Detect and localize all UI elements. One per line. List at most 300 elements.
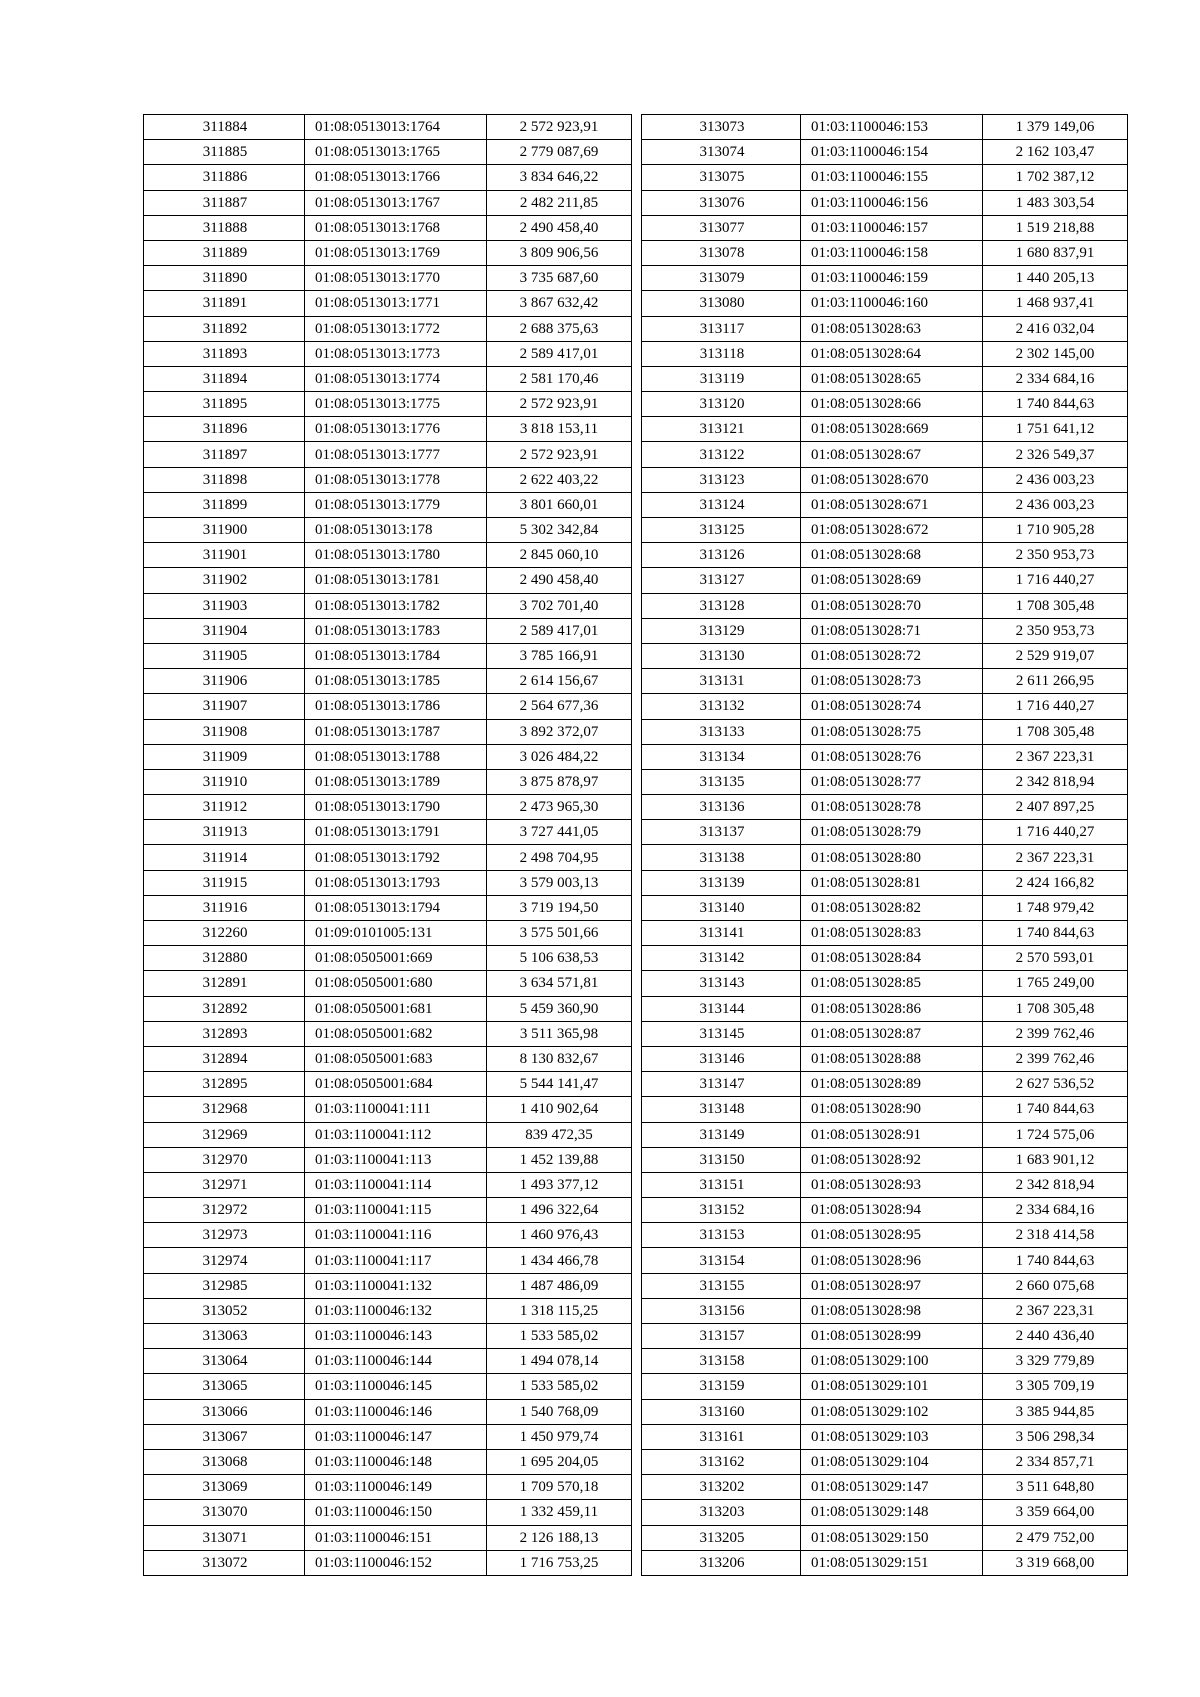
row-number-cell: 313138 — [642, 845, 801, 870]
row-number-cell: 313122 — [642, 442, 801, 467]
table-row — [144, 568, 632, 593]
cadastral-number-cell: 01:03:1100046:146 — [305, 1399, 487, 1424]
row-number-cell: 313145 — [642, 1021, 801, 1046]
row-number-cell: 313079 — [642, 266, 801, 291]
row-number-cell: 313160 — [642, 1399, 801, 1424]
row-number-cell: 313124 — [642, 492, 801, 517]
value-cell: 2 334 857,71 — [983, 1449, 1128, 1474]
row-number-cell: 311897 — [144, 442, 305, 467]
cadastral-number-cell: 01:08:0513028:68 — [801, 543, 983, 568]
table-row — [144, 1475, 632, 1500]
value-cell: 1 540 768,09 — [487, 1399, 632, 1424]
table-row — [144, 618, 632, 643]
value-cell: 3 329 779,89 — [983, 1349, 1128, 1374]
value-cell: 2 126 188,13 — [487, 1525, 632, 1550]
value-cell: 2 350 953,73 — [983, 543, 1128, 568]
row-number-cell: 313065 — [144, 1374, 305, 1399]
table-row — [642, 467, 1128, 492]
table-row — [642, 769, 1128, 794]
value-cell: 3 867 632,42 — [487, 291, 632, 316]
value-cell: 2 589 417,01 — [487, 341, 632, 366]
table-row — [642, 946, 1128, 971]
row-number-cell: 313141 — [642, 921, 801, 946]
row-number-cell: 312972 — [144, 1198, 305, 1223]
cadastral-number-cell: 01:08:0513029:103 — [801, 1424, 983, 1449]
value-cell: 2 572 923,91 — [487, 115, 632, 140]
table-row — [144, 518, 632, 543]
cadastral-number-cell: 01:08:0513013:1766 — [305, 165, 487, 190]
table-row — [642, 266, 1128, 291]
cadastral-number-cell: 01:08:0513028:98 — [801, 1298, 983, 1323]
row-number-cell: 313129 — [642, 618, 801, 643]
table-row — [642, 795, 1128, 820]
cadastral-number-cell: 01:08:0505001:680 — [305, 971, 487, 996]
cadastral-number-cell: 01:08:0513028:97 — [801, 1273, 983, 1298]
table-row — [642, 669, 1128, 694]
table-row — [642, 694, 1128, 719]
row-number-cell: 311891 — [144, 291, 305, 316]
cadastral-number-cell: 01:03:1100046:144 — [305, 1349, 487, 1374]
row-number-cell: 313154 — [642, 1248, 801, 1273]
cadastral-number-cell: 01:08:0513028:79 — [801, 820, 983, 845]
table-row — [144, 694, 632, 719]
row-number-cell: 313157 — [642, 1324, 801, 1349]
row-number-cell: 313136 — [642, 795, 801, 820]
cadastral-number-cell: 01:08:0513028:85 — [801, 971, 983, 996]
row-number-cell: 313143 — [642, 971, 801, 996]
value-cell: 3 785 166,91 — [487, 643, 632, 668]
cadastral-number-cell: 01:03:1100046:157 — [801, 215, 983, 240]
row-number-cell: 313149 — [642, 1122, 801, 1147]
table-row — [642, 492, 1128, 517]
left-table-body — [144, 115, 632, 1576]
row-number-cell: 311895 — [144, 392, 305, 417]
cadastral-number-cell: 01:08:0513028:99 — [801, 1324, 983, 1349]
value-cell: 5 106 638,53 — [487, 946, 632, 971]
table-row — [144, 140, 632, 165]
value-cell: 1 452 139,88 — [487, 1147, 632, 1172]
table-row — [642, 1198, 1128, 1223]
row-number-cell: 311903 — [144, 593, 305, 618]
table-row — [642, 921, 1128, 946]
table-row — [144, 1097, 632, 1122]
table-row — [144, 291, 632, 316]
cadastral-number-cell: 01:08:0513028:86 — [801, 996, 983, 1021]
value-cell: 3 801 660,01 — [487, 492, 632, 517]
row-number-cell: 313148 — [642, 1097, 801, 1122]
value-cell: 3 727 441,05 — [487, 820, 632, 845]
value-cell: 1 379 149,06 — [983, 115, 1128, 140]
value-cell: 3 818 153,11 — [487, 417, 632, 442]
value-cell: 3 634 571,81 — [487, 971, 632, 996]
row-number-cell: 313070 — [144, 1500, 305, 1525]
cadastral-number-cell: 01:03:1100041:132 — [305, 1273, 487, 1298]
cadastral-number-cell: 01:08:0513013:1767 — [305, 190, 487, 215]
cadastral-number-cell: 01:08:0513013:178 — [305, 518, 487, 543]
row-number-cell: 313156 — [642, 1298, 801, 1323]
value-cell: 1 708 305,48 — [983, 593, 1128, 618]
cadastral-number-cell: 01:03:1100046:158 — [801, 240, 983, 265]
table-row — [642, 568, 1128, 593]
cadastral-number-cell: 01:08:0513013:1784 — [305, 643, 487, 668]
value-cell: 2 440 436,40 — [983, 1324, 1128, 1349]
value-cell: 1 493 377,12 — [487, 1172, 632, 1197]
cadastral-number-cell: 01:08:0513028:670 — [801, 467, 983, 492]
row-number-cell: 311909 — [144, 744, 305, 769]
table-row — [144, 1172, 632, 1197]
row-number-cell: 313130 — [642, 643, 801, 668]
value-cell: 1 519 218,88 — [983, 215, 1128, 240]
row-number-cell: 313137 — [642, 820, 801, 845]
row-number-cell: 311889 — [144, 240, 305, 265]
row-number-cell: 313068 — [144, 1449, 305, 1474]
cadastral-number-cell: 01:08:0513013:1779 — [305, 492, 487, 517]
cadastral-number-cell: 01:08:0513013:1792 — [305, 845, 487, 870]
table-row — [144, 341, 632, 366]
cadastral-number-cell: 01:08:0513028:66 — [801, 392, 983, 417]
table-row — [642, 1072, 1128, 1097]
cadastral-number-cell: 01:08:0513029:150 — [801, 1525, 983, 1550]
cadastral-number-cell: 01:08:0513013:1791 — [305, 820, 487, 845]
value-cell: 2 479 752,00 — [983, 1525, 1128, 1550]
value-cell: 1 494 078,14 — [487, 1349, 632, 1374]
row-number-cell: 311914 — [144, 845, 305, 870]
cadastral-number-cell: 01:08:0513013:1782 — [305, 593, 487, 618]
value-cell: 1 468 937,41 — [983, 291, 1128, 316]
table-row — [144, 467, 632, 492]
value-cell: 2 490 458,40 — [487, 568, 632, 593]
value-cell: 1 332 459,11 — [487, 1500, 632, 1525]
table-row — [642, 1349, 1128, 1374]
row-number-cell: 311890 — [144, 266, 305, 291]
value-cell: 1 702 387,12 — [983, 165, 1128, 190]
table-row — [144, 215, 632, 240]
table-row — [144, 669, 632, 694]
value-cell: 2 498 704,95 — [487, 845, 632, 870]
value-cell: 3 875 878,97 — [487, 769, 632, 794]
value-cell: 2 589 417,01 — [487, 618, 632, 643]
row-number-cell: 312895 — [144, 1072, 305, 1097]
value-cell: 2 416 032,04 — [983, 316, 1128, 341]
row-number-cell: 311896 — [144, 417, 305, 442]
table-row — [144, 1147, 632, 1172]
cadastral-number-cell: 01:08:0513028:92 — [801, 1147, 983, 1172]
cadastral-number-cell: 01:08:0513028:84 — [801, 946, 983, 971]
value-cell: 1 740 844,63 — [983, 921, 1128, 946]
row-number-cell: 313139 — [642, 870, 801, 895]
table-row — [642, 1374, 1128, 1399]
table-row — [642, 1021, 1128, 1046]
row-number-cell: 311892 — [144, 316, 305, 341]
cadastral-number-cell: 01:03:1100041:112 — [305, 1122, 487, 1147]
row-number-cell: 313158 — [642, 1349, 801, 1374]
row-number-cell: 312894 — [144, 1046, 305, 1071]
cadastral-number-cell: 01:08:0513028:93 — [801, 1172, 983, 1197]
table-row — [144, 643, 632, 668]
row-number-cell: 312893 — [144, 1021, 305, 1046]
table-row — [144, 1424, 632, 1449]
table-row — [642, 1046, 1128, 1071]
table-row — [144, 744, 632, 769]
value-cell: 3 892 372,07 — [487, 719, 632, 744]
value-cell: 3 579 003,13 — [487, 870, 632, 895]
value-cell: 1 740 844,63 — [983, 392, 1128, 417]
table-row — [642, 215, 1128, 240]
value-cell: 3 511 648,80 — [983, 1475, 1128, 1500]
row-number-cell: 311904 — [144, 618, 305, 643]
row-number-cell: 313135 — [642, 769, 801, 794]
cadastral-number-cell: 01:03:1100041:111 — [305, 1097, 487, 1122]
value-cell: 1 710 905,28 — [983, 518, 1128, 543]
row-number-cell: 313077 — [642, 215, 801, 240]
row-number-cell: 311901 — [144, 543, 305, 568]
value-cell: 2 688 375,63 — [487, 316, 632, 341]
row-number-cell: 312260 — [144, 921, 305, 946]
value-cell: 1 748 979,42 — [983, 895, 1128, 920]
table-row — [642, 366, 1128, 391]
table-row — [642, 870, 1128, 895]
table-row — [642, 165, 1128, 190]
cadastral-number-cell: 01:03:1100046:147 — [305, 1424, 487, 1449]
row-number-cell: 312970 — [144, 1147, 305, 1172]
value-cell: 1 434 466,78 — [487, 1248, 632, 1273]
row-number-cell: 311886 — [144, 165, 305, 190]
value-cell: 2 318 414,58 — [983, 1223, 1128, 1248]
cadastral-number-cell: 01:03:1100046:153 — [801, 115, 983, 140]
value-cell: 2 529 919,07 — [983, 643, 1128, 668]
value-cell: 2 407 897,25 — [983, 795, 1128, 820]
table-row — [144, 115, 632, 140]
cadastral-number-cell: 01:08:0513013:1775 — [305, 392, 487, 417]
value-cell: 2 350 953,73 — [983, 618, 1128, 643]
table-row — [144, 190, 632, 215]
cadastral-number-cell: 01:08:0513028:77 — [801, 769, 983, 794]
table-row — [642, 643, 1128, 668]
table-row — [144, 1500, 632, 1525]
row-number-cell: 311916 — [144, 895, 305, 920]
table-row — [642, 240, 1128, 265]
cadastral-number-cell: 01:08:0513028:88 — [801, 1046, 983, 1071]
value-cell: 3 702 701,40 — [487, 593, 632, 618]
cadastral-number-cell: 01:08:0513013:1771 — [305, 291, 487, 316]
value-cell: 1 716 440,27 — [983, 568, 1128, 593]
row-number-cell: 313127 — [642, 568, 801, 593]
row-number-cell: 313161 — [642, 1424, 801, 1449]
row-number-cell: 313133 — [642, 719, 801, 744]
cadastral-number-cell: 01:08:0513028:80 — [801, 845, 983, 870]
cadastral-number-cell: 01:03:1100046:159 — [801, 266, 983, 291]
row-number-cell: 313128 — [642, 593, 801, 618]
row-number-cell: 313134 — [642, 744, 801, 769]
table-row — [642, 996, 1128, 1021]
value-cell: 2 660 075,68 — [983, 1273, 1128, 1298]
row-number-cell: 313064 — [144, 1349, 305, 1374]
cadastral-number-cell: 01:08:0513013:1787 — [305, 719, 487, 744]
row-number-cell: 311915 — [144, 870, 305, 895]
cadastral-number-cell: 01:08:0513013:1770 — [305, 266, 487, 291]
table-row — [642, 1500, 1128, 1525]
row-number-cell: 313067 — [144, 1424, 305, 1449]
cadastral-number-cell: 01:08:0513028:76 — [801, 744, 983, 769]
table-row — [642, 543, 1128, 568]
table-row — [144, 795, 632, 820]
cadastral-number-cell: 01:03:1100046:132 — [305, 1298, 487, 1323]
cadastral-number-cell: 01:08:0513013:1776 — [305, 417, 487, 442]
row-number-cell: 313052 — [144, 1298, 305, 1323]
table-row — [144, 1223, 632, 1248]
row-number-cell: 311913 — [144, 820, 305, 845]
table-row — [144, 971, 632, 996]
table-row — [642, 1550, 1128, 1575]
row-number-cell: 311885 — [144, 140, 305, 165]
value-cell: 1 683 901,12 — [983, 1147, 1128, 1172]
value-cell: 2 614 156,67 — [487, 669, 632, 694]
table-row — [144, 543, 632, 568]
table-row — [144, 1349, 632, 1374]
value-cell: 2 490 458,40 — [487, 215, 632, 240]
value-cell: 5 302 342,84 — [487, 518, 632, 543]
cadastral-number-cell: 01:08:0513029:102 — [801, 1399, 983, 1424]
table-row — [144, 769, 632, 794]
cadastral-number-cell: 01:08:0513013:1783 — [305, 618, 487, 643]
table-row — [642, 291, 1128, 316]
value-cell: 1 440 205,13 — [983, 266, 1128, 291]
table-row — [144, 266, 632, 291]
right-table-body — [642, 115, 1128, 1576]
row-number-cell: 313126 — [642, 543, 801, 568]
table-row — [642, 115, 1128, 140]
row-number-cell: 313147 — [642, 1072, 801, 1097]
row-number-cell: 313078 — [642, 240, 801, 265]
value-cell: 2 342 818,94 — [983, 1172, 1128, 1197]
value-cell: 1 450 979,74 — [487, 1424, 632, 1449]
value-cell: 1 724 575,06 — [983, 1122, 1128, 1147]
table-row — [642, 1298, 1128, 1323]
row-number-cell: 313205 — [642, 1525, 801, 1550]
row-number-cell: 313144 — [642, 996, 801, 1021]
right-data-table — [641, 114, 1128, 1576]
table-row — [144, 165, 632, 190]
table-row — [144, 1122, 632, 1147]
value-cell: 839 472,35 — [487, 1122, 632, 1147]
table-row — [642, 719, 1128, 744]
row-number-cell: 313125 — [642, 518, 801, 543]
value-cell: 2 436 003,23 — [983, 467, 1128, 492]
value-cell: 3 026 484,22 — [487, 744, 632, 769]
cadastral-number-cell: 01:08:0513013:1781 — [305, 568, 487, 593]
value-cell: 3 511 365,98 — [487, 1021, 632, 1046]
cadastral-number-cell: 01:08:0513029:148 — [801, 1500, 983, 1525]
row-number-cell: 313131 — [642, 669, 801, 694]
cadastral-number-cell: 01:08:0513028:671 — [801, 492, 983, 517]
cadastral-number-cell: 01:08:0513013:1793 — [305, 870, 487, 895]
cadastral-number-cell: 01:08:0513028:87 — [801, 1021, 983, 1046]
table-row — [642, 417, 1128, 442]
table-row — [642, 593, 1128, 618]
table-row — [144, 1324, 632, 1349]
table-row — [144, 417, 632, 442]
table-row — [642, 1097, 1128, 1122]
table-row — [144, 946, 632, 971]
cadastral-number-cell: 01:03:1100041:113 — [305, 1147, 487, 1172]
row-number-cell: 312892 — [144, 996, 305, 1021]
value-cell: 2 399 762,46 — [983, 1046, 1128, 1071]
table-row — [642, 1223, 1128, 1248]
cadastral-number-cell: 01:08:0505001:682 — [305, 1021, 487, 1046]
value-cell: 3 305 709,19 — [983, 1374, 1128, 1399]
cadastral-number-cell: 01:08:0513013:1777 — [305, 442, 487, 467]
table-row — [144, 1046, 632, 1071]
cadastral-number-cell: 01:08:0513029:104 — [801, 1449, 983, 1474]
table-row — [144, 1399, 632, 1424]
value-cell: 2 367 223,31 — [983, 1298, 1128, 1323]
row-number-cell: 311898 — [144, 467, 305, 492]
table-row — [642, 1449, 1128, 1474]
table-row — [144, 1072, 632, 1097]
row-number-cell: 313203 — [642, 1500, 801, 1525]
value-cell: 1 487 486,09 — [487, 1273, 632, 1298]
table-row — [144, 492, 632, 517]
row-number-cell: 313080 — [642, 291, 801, 316]
value-cell: 2 342 818,94 — [983, 769, 1128, 794]
value-cell: 1 460 976,43 — [487, 1223, 632, 1248]
value-cell: 1 740 844,63 — [983, 1248, 1128, 1273]
table-row — [144, 1449, 632, 1474]
table-row — [144, 921, 632, 946]
cadastral-number-cell: 01:08:0513013:1773 — [305, 341, 487, 366]
cadastral-number-cell: 01:08:0513029:147 — [801, 1475, 983, 1500]
cadastral-number-cell: 01:08:0505001:684 — [305, 1072, 487, 1097]
cadastral-number-cell: 01:08:0513013:1769 — [305, 240, 487, 265]
value-cell: 2 845 060,10 — [487, 543, 632, 568]
cadastral-number-cell: 01:03:1100041:116 — [305, 1223, 487, 1248]
table-row — [642, 1525, 1128, 1550]
value-cell: 2 162 103,47 — [983, 140, 1128, 165]
cadastral-number-cell: 01:08:0513013:1768 — [305, 215, 487, 240]
table-row — [642, 442, 1128, 467]
value-cell: 2 367 223,31 — [983, 845, 1128, 870]
cadastral-number-cell: 01:08:0513028:67 — [801, 442, 983, 467]
row-number-cell: 311884 — [144, 115, 305, 140]
cadastral-number-cell: 01:08:0513028:96 — [801, 1248, 983, 1273]
value-cell: 2 779 087,69 — [487, 140, 632, 165]
row-number-cell: 311900 — [144, 518, 305, 543]
table-row — [642, 341, 1128, 366]
table-row — [642, 392, 1128, 417]
table-row — [144, 1525, 632, 1550]
row-number-cell: 311887 — [144, 190, 305, 215]
cadastral-number-cell: 01:08:0513028:69 — [801, 568, 983, 593]
table-row — [144, 1273, 632, 1298]
cadastral-number-cell: 01:03:1100041:114 — [305, 1172, 487, 1197]
table-row — [144, 1021, 632, 1046]
value-cell: 1 716 440,27 — [983, 694, 1128, 719]
value-cell: 1 708 305,48 — [983, 719, 1128, 744]
row-number-cell: 312891 — [144, 971, 305, 996]
row-number-cell: 313073 — [642, 115, 801, 140]
value-cell: 3 735 687,60 — [487, 266, 632, 291]
row-number-cell: 311899 — [144, 492, 305, 517]
value-cell: 1 765 249,00 — [983, 971, 1128, 996]
cadastral-number-cell: 01:08:0513029:101 — [801, 1374, 983, 1399]
value-cell: 5 544 141,47 — [487, 1072, 632, 1097]
table-row — [144, 895, 632, 920]
table-row — [642, 140, 1128, 165]
table-row — [144, 442, 632, 467]
cadastral-number-cell: 01:08:0513013:1790 — [305, 795, 487, 820]
row-number-cell: 311894 — [144, 366, 305, 391]
value-cell: 1 740 844,63 — [983, 1097, 1128, 1122]
